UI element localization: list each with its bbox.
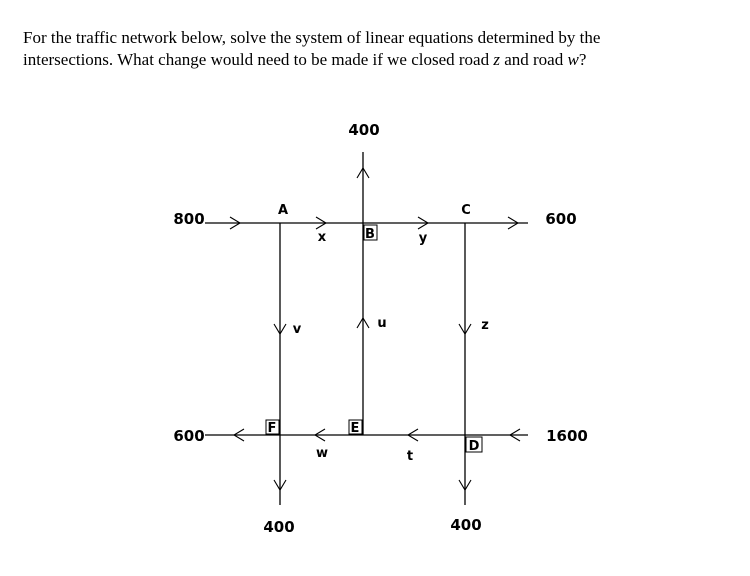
flow-top-in-left: 800: [173, 210, 205, 228]
flow-bottom-left: 400: [263, 518, 295, 536]
flow-bottom-in-right: 1600: [546, 427, 588, 445]
flow-top-out-right: 600: [545, 210, 577, 228]
variable-w: w: [567, 50, 579, 69]
road-y-label: y: [418, 231, 428, 246]
node-a-label: A: [277, 203, 289, 218]
road-z-label: z: [481, 318, 489, 333]
node-e-label: E: [350, 421, 360, 436]
question-line-2: intersections. What change would need to be made if we closed road z and road w?: [23, 50, 587, 69]
question-line-1: For the traffic network below, solve the system of linear equations determined by the: [23, 28, 601, 47]
node-f-label: F: [267, 421, 277, 436]
node-b-label: B: [365, 227, 375, 242]
road-v-label: v: [292, 322, 302, 337]
node-c-label: C: [461, 203, 471, 218]
flow-top-vertical: 400: [348, 121, 380, 139]
flow-bottom-out-left: 600: [173, 427, 205, 445]
flow-bottom-right: 400: [450, 516, 482, 534]
road-u-label: u: [377, 316, 387, 331]
variable-z: z: [493, 50, 500, 69]
road-w-label: w: [315, 446, 329, 461]
road-t-label: t: [406, 449, 414, 464]
node-d-label: D: [468, 439, 480, 454]
road-x-label: x: [317, 230, 327, 245]
